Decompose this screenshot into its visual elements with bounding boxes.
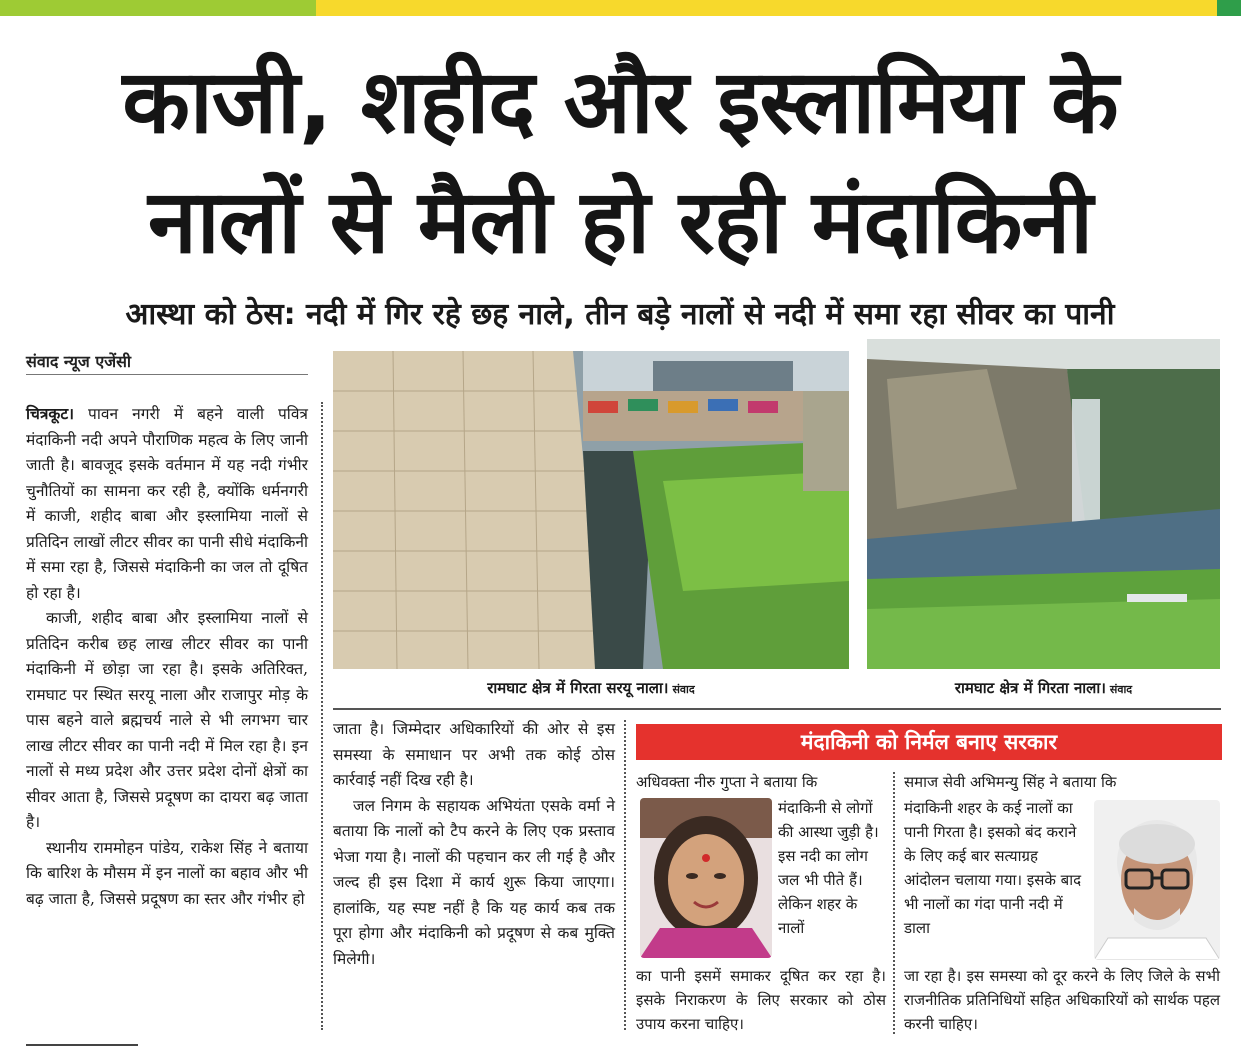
portrait-abhimanyu-singh-image (1094, 800, 1220, 960)
article-column-1 (26, 402, 308, 912)
quote-1-top: अधिवक्ता नीरु गुप्ता ने बताया कि (636, 773, 818, 791)
sidebar-banner: मंदाकिनी को निर्मल बनाए सरकार (636, 724, 1222, 760)
headline-line-2: नालों से मैली हो रही मंदाकिनी (147, 170, 1093, 273)
photo-2-caption-text: रामघाट क्षेत्र में गिरता नाला। (954, 679, 1106, 697)
column-divider-2 (624, 720, 626, 1030)
portrait-neeru-gupta-image (640, 798, 772, 958)
column-divider-1 (321, 402, 323, 1030)
quote-2-top: समाज सेवी अभिमन्यु सिंह ने बताया कि (904, 773, 1117, 791)
masthead-strip (0, 0, 1241, 16)
photo-2-credit: संवाद (1109, 683, 1133, 696)
article-paragraph-1-text: पावन नगरी में बहने वाली पवित्र मंदाकिनी नदी अपने पौराणिक महत्व के लिए जानी जाती है। बावजूद इसके वर्तमान में यह नदी गंभीर चुनौतियों का सामना कर रही है, क्योंकि धर्मनगरी में काजी, शहीद बाबा और इस्लामिया नालों से प्रतिदिन लाखों लीटर सीवर का पानी सीधे मंदाकिनी में समा रहा है, जिससे मंदाकिनी का जल तो दूषित हो रहा है। (26, 405, 308, 602)
masthead-strip-green (0, 0, 316, 16)
byline-rule (26, 374, 308, 375)
photo-1-caption-text: रामघाट क्षेत्र में गिरता सरयू नाला। (487, 679, 669, 697)
headline-line-1: काजी, शहीद और इस्लामिया के (122, 50, 1118, 153)
article-paragraph-3: स्थानीय राममोहन पांडेय, राकेश सिंह ने बताया कि बारिश के मौसम में इन नालों का बहाव और भी बढ़ जाता है, जिससे प्रदूषण का स्तर और गंभीर हो (26, 838, 308, 908)
photo-saryu-drain-image (333, 351, 849, 669)
subheadline: आस्था को ठेस: नदी में गिर रहे छह नाले, तीन बड़े नालों से नदी में समा रहा सीवर का पानी (125, 297, 1115, 332)
column-divider-3 (893, 772, 895, 1034)
article-paragraph-1 (26, 402, 308, 606)
article-column-2 (333, 717, 615, 972)
bottom-rule (26, 1044, 138, 1046)
headline (20, 42, 1220, 282)
portrait-abhimanyu-singh (1094, 800, 1220, 960)
article-paragraph-4: जाता है। जिम्मेदार अधिकारियों की ओर से इस समस्या के समाधान पर अभी तक कोई ठोस कार्रवाई नहीं दिख रही है। (333, 720, 615, 789)
quote-1-side: मंदाकिनी से लोगों की आस्था जुड़ी है। इस नदी का लोग जल भी पीते हैं। लेकिन शहर के नालों (778, 799, 879, 937)
masthead-strip-corner (1217, 0, 1241, 16)
dateline: चित्रकूट। (26, 405, 75, 423)
quote-2-side: मंदाकिनी शहर के कई नालों का पानी गिरता है। इसको बंद कराने के लिए कई बार सत्याग्रह आंदोलन चलाया गया। इसके बाद भी नालों का गंदा पानी नदी में डाला (904, 799, 1082, 937)
article-paragraph-2: काजी, शहीद बाबा और इस्लामिया नालों से प्रतिदिन करीब छह लाख लीटर सीवर का पानी मंदाकिनी में छोड़ा जा रहा है। इसके अतिरिक्त, रामघाट पर स्थित सरयू नाला और राजापुर मोड़ के पास बहने वाले ब्रह्मचर्य नाले से भी लगभग चार लाख लीटर सीवर का पानी नदी में मिल रहा है। इन नालों से मध्य प्रदेश और उत्तर प्रदेश दोनों क्षेत्रों का सीवर आता है, जिससे प्रदूषण का दायरा बढ़ जाता है। (26, 609, 308, 831)
photo-saryu-drain (333, 351, 849, 669)
photo-ramghat-drain-caption (867, 678, 1220, 698)
photo-ramghat-drain (867, 339, 1220, 669)
article-paragraph-5: जल निगम के सहायक अभियंता एसके वर्मा ने बताया कि नालों को टैप करने के लिए एक प्रस्ताव भेजा गया है। नालों की पहचान कर ली गई है और जल्द ही इस दिशा में कार्य शुरू किया जाएगा। हालांकि, यह स्पष्ट नहीं है कि यह कार्य कब तक पूरा होगा और मंदाकिनी को प्रदूषण से कब मुक्ति मिलेगी। (333, 796, 615, 968)
byline: संवाद न्यूज एजेंसी (26, 352, 132, 371)
photo-1-credit: संवाद (672, 683, 695, 696)
photo-saryu-drain-caption (333, 678, 849, 698)
quote-2-bottom: जा रहा है। इस समस्या को दूर करने के लिए जिले के सभी राजनीतिक प्रतिनिधियों सहित अधिकारियों को सार्थक पहल करनी चाहिए। (904, 967, 1220, 1033)
photo-ramghat-drain-image (867, 339, 1220, 669)
portrait-neeru-gupta (640, 798, 772, 958)
quote-1-bottom: का पानी इसमें समाकर दूषित कर रहा है। इसके निराकरण के लिए सरकार को ठोस उपाय करना चाहिए। (636, 967, 886, 1033)
photo-section-rule (333, 708, 1221, 710)
